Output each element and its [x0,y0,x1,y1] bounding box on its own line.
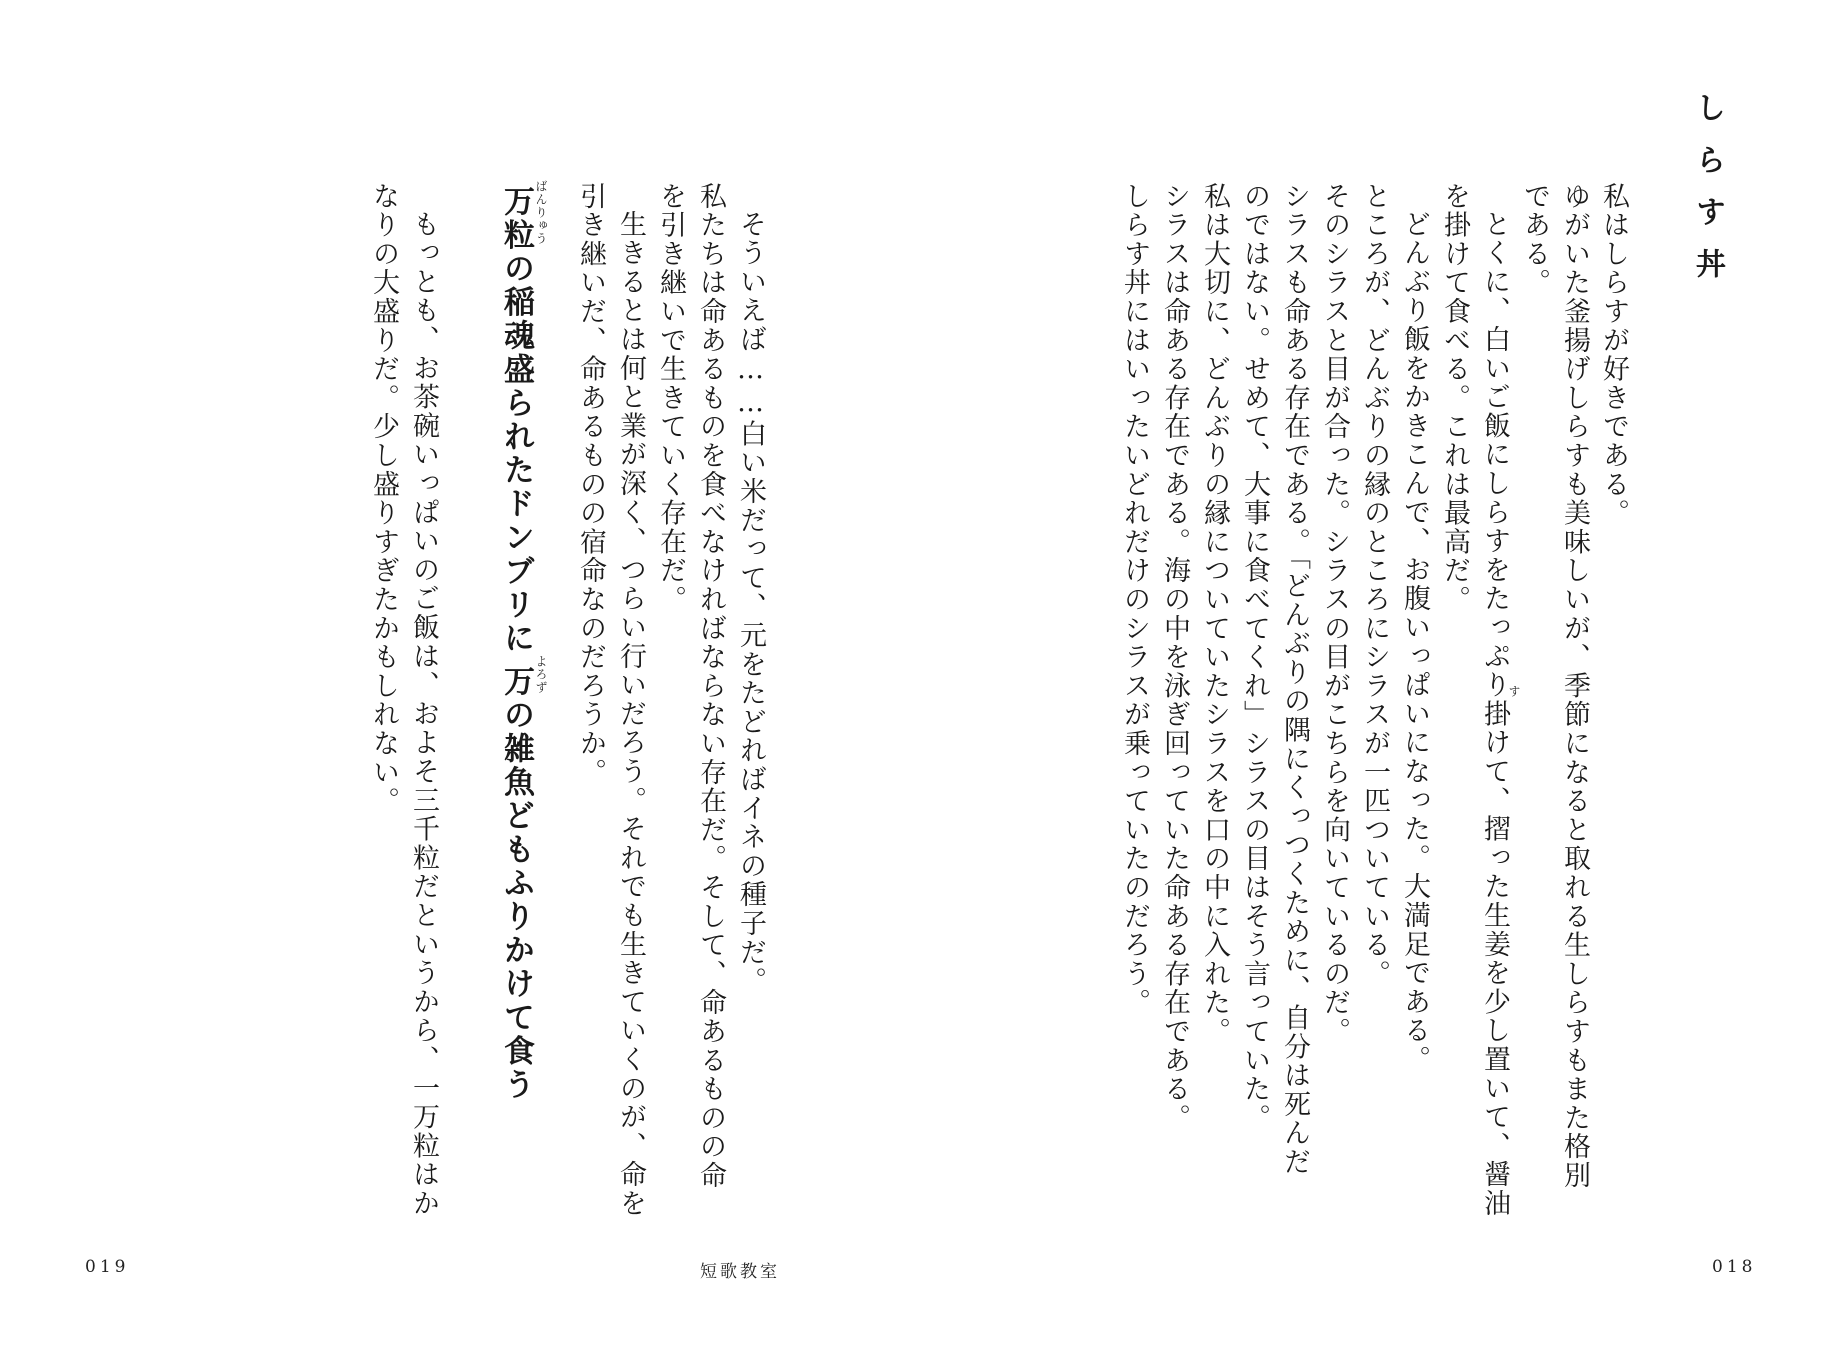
page-number: 019 [85,1257,130,1277]
ruby-su: す [1507,685,1521,698]
text-line: 引き継いだ、命あるものの宿命なのだろうか。 [575,182,606,787]
text-line: のではない。せめて、大事に食べてくれ」シラスの目はそう言っていた。 [1239,182,1270,1133]
text-line: そういえば……白い米だって、元をたどればイネの種子だ。 [735,210,766,996]
tanka-part-1: 万粒の稲魂盛られたドンブリに [498,185,534,656]
text-line: 生きるとは何と業が深く、つらい行いだろう。それでも生きていくのが、命を [615,210,646,1218]
text-line: なりの大盛りだ。少し盛りすぎたかもしれない。 [368,182,399,816]
ruby-banryuu: ばんりゅう [534,180,548,245]
text-line: どんぶり飯をかきこんで、お腹いっぱいになった。大満足である。 [1399,210,1430,1074]
text-line: しらす丼にはいったいどれだけのシラスが乗っていたのだろう。 [1119,182,1150,1018]
text-line: ゆがいた釜揚げしらすも美味しいが、季節になると取れる生しらすもまた格別 [1559,182,1590,1190]
text-line: 私は大切に、どんぶりの縁についていたシラスを口の中に入れた。 [1199,182,1230,1046]
ruby-yorozu: よろず [534,655,548,694]
text-line: を引き継いで生きていく存在だ。 [655,182,686,614]
tanka-part-2: 万の雑魚どもふりかけて食う [498,665,534,1102]
text-line: 私たちは命あるものを食べなければならない存在だ。そして、命あるものの命 [695,182,726,1190]
text-line: ところが、どんぶりの縁のところにシラスが一匹ついている。 [1359,182,1390,989]
text-line: とくに、白いご飯にしらすをたっぷり掛けて、摺った生姜を少し置いて、醤油 [1479,210,1510,1218]
text-line: もっとも、お茶碗いっぱいのご飯は、およそ三千粒だというから、一万粒はか [408,210,439,1218]
page-number: 018 [1712,1257,1757,1277]
text-line: シラスも命ある存在である。「どんぶりの隅にくっつくために、自分は死んだ [1279,182,1310,1177]
essay-title: しらす丼 [1690,92,1725,300]
text-line: そのシラスと目が合った。シラスの目がこちらを向いているのだ。 [1319,182,1350,1046]
text-line: シラスは命ある存在である。海の中を泳ぎ回っていた命ある存在である。 [1159,182,1190,1133]
text-line: 私はしらすが好きである。 [1598,182,1629,528]
text-line: を掛けて食べる。これは最高だ。 [1439,182,1470,614]
text-line: である。 [1519,182,1550,298]
running-head: 短歌教室 [700,1262,780,1282]
